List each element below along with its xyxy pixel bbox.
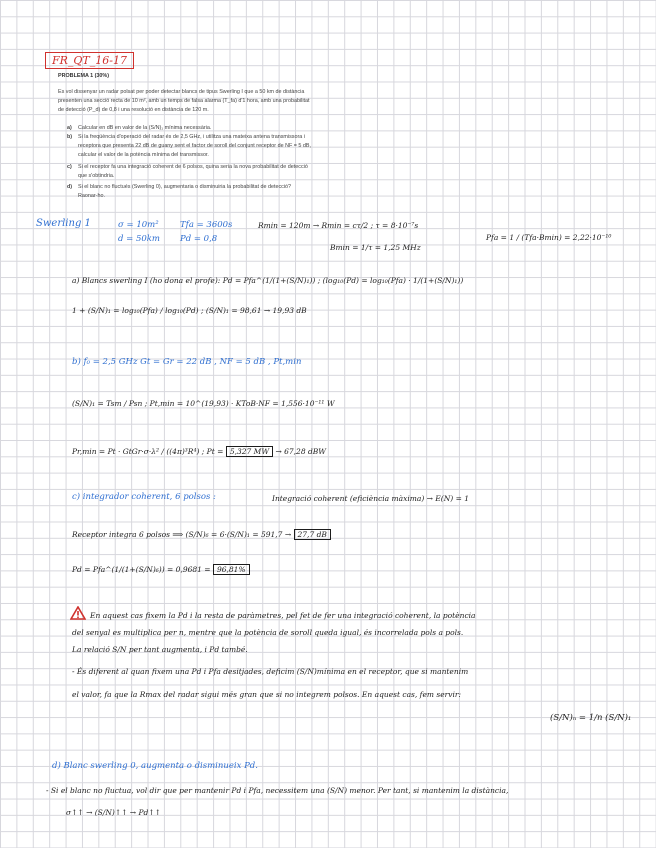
part-a-line-2: 1 + (S/N)₁ = log₁₀(Pfa) / log₁₀(Pd) ; (S/N)₁ = 98,61 → 19,93 dB [72, 306, 307, 315]
snr6-result-box: 27,7 dB [294, 529, 331, 540]
note-line-2: del senyal es multiplica per n, mentre que la potència de soroll queda igual, és incorrelada pols a pols. [72, 628, 464, 637]
part-b-header: b) f₀ = 2,5 GHz Gt = Gr = 22 dB , NF = 5 dB , Pt,min [72, 357, 302, 367]
part-c-header: c) integrador coherent, 6 polsos : [72, 492, 216, 502]
question-d [67, 182, 357, 192]
part-d-line-2: σ↑↑ → (S/N)↑↑ → Pd↑↑ [66, 808, 161, 817]
question-text: Calcular en dB en valor de la (S/N)₁ mínima necessària. [78, 125, 212, 131]
swerling-label: Swerling 1 [36, 218, 91, 229]
note-line-1: En aquest cas fixem la Pd i la resta de paràmetres, pel fet de fer una integració coherent, la potència [90, 611, 476, 620]
statement-line-1: Es vol dissenyar un radar polsat per poder detectar blancs de tipus Swerling I que a 50 km de distància [58, 89, 305, 95]
question-text: Si el blanc no fluctués (Swerling 0), augmentaria o disminuiria la probabilitat de detecció? [78, 184, 292, 190]
pd-result-box: 96,81% [213, 564, 250, 575]
part-c-line-2 [72, 565, 250, 574]
statement-line-2: presenten una secció recta de 10 m², amb un temps de falsa alarma (T_fa) d'1 hora, amb una probabilitat [58, 98, 310, 104]
question-letter: a) [67, 125, 72, 131]
part-b-line-2 [72, 447, 326, 456]
question-letter: c) [67, 164, 72, 170]
note-line-3: La relació S/N per tant augmenta, i Pd també. [72, 645, 248, 654]
question-b-line-3: calcular el valor de la potència mínima del transmissor. [78, 152, 209, 158]
statement-line-3: de detecció (P_d) de 0,8 i una resolució en distància de 120 m. [58, 107, 209, 113]
pd-formula: Pd = Pfa^(1/(1+(S/N)₆)) = 0,9681 = [72, 565, 211, 574]
part-d-line-1: - Si el blanc no fluctua, vol dir que per mantenir Pd i Pfa, necessitem una (S/N) menor. Per tant, si mantenim la distància, [46, 786, 509, 795]
question-d-line-2: Raonar-ho. [78, 193, 105, 199]
question-b-line-2: receptora que presenta 22 dB de guany sent el factor de soroll del conjunt receptor de NF = 5 dB, [78, 143, 311, 149]
given-distance: d = 50km [118, 234, 160, 244]
problem-title: PROBLEMA 1 (30%) [58, 73, 110, 79]
note-line-5: el valor, fa que la Rmax del radar sigui més gran que si no integrem polsos. En aquest cas, fem servir: [72, 690, 462, 699]
given-sigma: σ = 10m² [118, 220, 159, 230]
part-d-header: d) Blanc swerling 0, augmenta o disminueix Pd. [52, 761, 258, 771]
part-a-line-1: a) Blancs swerling I (ho dona el profe): Pd = Pfa^(1/(1+(S/N)₁)) ; (log₁₀(Pd) = log₁₀(Pfa) · 1/(1+(S/N)₁)) [72, 276, 464, 285]
part-c-header-right: Integració coherent (eficiència màxima) → E(N) = 1 [272, 494, 470, 503]
integration-formula: Receptor integra 6 polsos ⟹ (S/N)₆ = 6·(S/N)₁ = 591,7 → [72, 530, 292, 539]
warning-icon [70, 606, 86, 620]
ptmin-formula: Pr,min = Pt · GtGr·σ·λ² / ((4π)³R⁴) ; Pt = [72, 447, 224, 456]
question-c-line-2: que s'obtindria. [78, 173, 115, 179]
question-text: Si el receptor fa una integració coherent de 6 polsos, quina seria la nova probabilitat de detecció [78, 164, 308, 170]
given-pd: Pd = 0,8 [180, 234, 218, 244]
part-c-line-1 [72, 530, 331, 539]
note-line-4: - És diferent al quan fixem una Pd i Pfa desitjades, deficim (S/N)mínima en el receptor, que si mantenim [72, 667, 469, 676]
question-letter: b) [67, 134, 73, 140]
question-text: Si la freqüència d'operació del radar és de 2,5 GHz, i utilitza una mateixa antena transmissora i [78, 134, 305, 140]
note-formula: (S/N)ₙ = 1/n (S/N)₁ [550, 713, 632, 723]
given-tfa: Tfa = 3600s [180, 220, 233, 230]
document-code-label: FR_QT_16-17 [45, 52, 134, 69]
pfa-formula: Pfa = 1 / (Tfa·Bmin) = 2,22·10⁻¹⁰ [486, 233, 612, 242]
rmin-formula: Rmin = 120m → Rmin = cτ/2 ; τ = 8·10⁻⁷s [258, 221, 419, 230]
pt-result-dbw: → 67,28 dBW [275, 447, 326, 456]
part-b-line-1: (S/N)₁ = Tsm / Psn ; Pt,min = 10^(19,93) · KToB·NF = 1,556·10⁻¹¹ W [72, 399, 335, 408]
bandwidth-formula: Bmin = 1/τ = 1,25 MHz [330, 243, 421, 252]
pt-result-box: 5,327 MW [226, 446, 273, 457]
question-letter: d) [67, 184, 73, 190]
